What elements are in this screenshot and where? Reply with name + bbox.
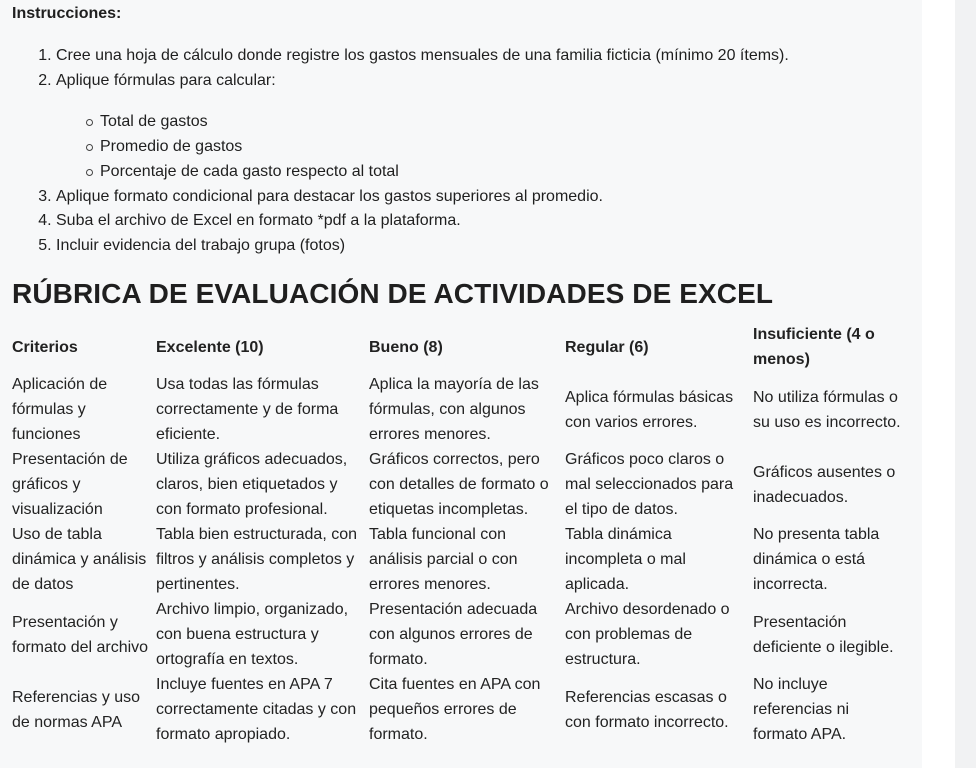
table-cell: Aplicación de fórmulas y funciones: [12, 376, 108, 443]
table-cell: Aplica fórmulas básicas con varios errores.: [565, 388, 734, 431]
table-row: [10, 522, 903, 597]
header-excelente: Excelente (10): [156, 338, 264, 356]
circle-bullet-icon: [86, 169, 93, 176]
sub-item-promedio: [100, 135, 916, 160]
header-insuficiente: Insuficiente (4 o menos): [753, 326, 875, 368]
table-row: [10, 447, 903, 522]
table-cell: Gráficos poco claros o mal seleccionados para el tipo de datos.: [565, 451, 734, 518]
step-4: 4. Suba el archivo de Excel en formato *pdf a la plataforma.: [56, 209, 916, 234]
step-2-text: Aplique fórmulas para calcular:: [56, 71, 276, 89]
step-2: [56, 69, 916, 185]
table-row: [10, 372, 903, 447]
table-cell: Gráficos ausentes o inadecuados.: [753, 463, 896, 506]
scrollbar[interactable]: [955, 0, 976, 768]
table-cell: Presentación de gráficos y visualización: [12, 451, 128, 518]
rubric-table: [10, 322, 903, 747]
table-cell: Incluye fuentes en APA 7 correctamente citadas y con formato apropiado.: [156, 676, 357, 743]
rubric-header-row: [10, 322, 903, 372]
table-cell: Archivo desordenado o con problemas de estructura.: [565, 601, 730, 668]
table-cell: Referencias escasas o con formato incorrecto.: [565, 688, 729, 731]
table-cell: No presenta tabla dinámica o está incorrecta.: [753, 526, 880, 593]
right-gutter: [922, 0, 955, 768]
sub-item-total: [100, 110, 916, 135]
table-cell: Presentación deficiente o ilegible.: [753, 613, 894, 656]
rubric-title: RÚBRICA DE EVALUACIÓN DE ACTIVIDADES DE EXCEL: [12, 278, 774, 309]
table-cell: Gráficos correctos, pero con detalles de formato o etiquetas incompletas.: [369, 451, 549, 518]
header-regular: Regular (6): [565, 338, 649, 356]
table-row: [10, 672, 903, 747]
table-cell: Tabla bien estructurada, con filtros y análisis completos y pertinentes.: [156, 526, 358, 593]
table-cell: Aplica la mayoría de las fórmulas, con algunos errores menores.: [369, 376, 539, 443]
header-criterios: Criterios: [12, 338, 78, 356]
sub-item-text: Total de gastos: [100, 113, 208, 131]
instructions-list: [0, 44, 916, 259]
header-bueno: Bueno (8): [369, 338, 443, 356]
table-cell: No incluye referencias ni formato APA.: [753, 676, 850, 743]
step-3: 3. Aplique formato condicional para destacar los gastos superiores al promedio.: [56, 185, 916, 210]
circle-bullet-icon: [86, 119, 93, 126]
table-cell: Presentación y formato del archivo: [12, 613, 149, 656]
table-cell: Cita fuentes en APA con pequeños errores de formato.: [369, 676, 541, 743]
table-cell: Uso de tabla dinámica y análisis de datos: [12, 526, 147, 593]
table-row: [10, 597, 903, 672]
sub-item-porcentaje: [100, 160, 916, 185]
sub-item-text: Promedio de gastos: [100, 138, 243, 156]
table-cell: Tabla funcional con análisis parcial o con errores menores.: [369, 526, 518, 593]
step-1: 1. Cree una hoja de cálculo donde registre los gastos mensuales de una familia ficticia (mínimo 20 ítems).: [56, 44, 916, 69]
table-cell: Utiliza gráficos adecuados, claros, bien etiquetados y con formato profesional.: [156, 451, 348, 518]
table-cell: Referencias y uso de normas APA: [12, 688, 141, 731]
table-cell: Archivo limpio, organizado, con buena estructura y ortografía en textos.: [156, 601, 349, 668]
table-cell: Tabla dinámica incompleta o mal aplicada.: [565, 526, 686, 593]
table-cell: Presentación adecuada con algunos errores de formato.: [369, 601, 538, 668]
table-cell: No utiliza fórmulas o su uso es incorrecto.: [753, 388, 901, 431]
instructions-label: Instrucciones:: [12, 5, 122, 22]
sub-item-text: Porcentaje de cada gasto respecto al total: [100, 162, 399, 180]
table-cell: Usa todas las fórmulas correctamente y de forma eficiente.: [156, 376, 339, 443]
step-5: 5. Incluir evidencia del trabajo grupa (fotos): [56, 234, 916, 259]
circle-bullet-icon: [86, 144, 93, 151]
formula-sublist: [56, 110, 916, 184]
